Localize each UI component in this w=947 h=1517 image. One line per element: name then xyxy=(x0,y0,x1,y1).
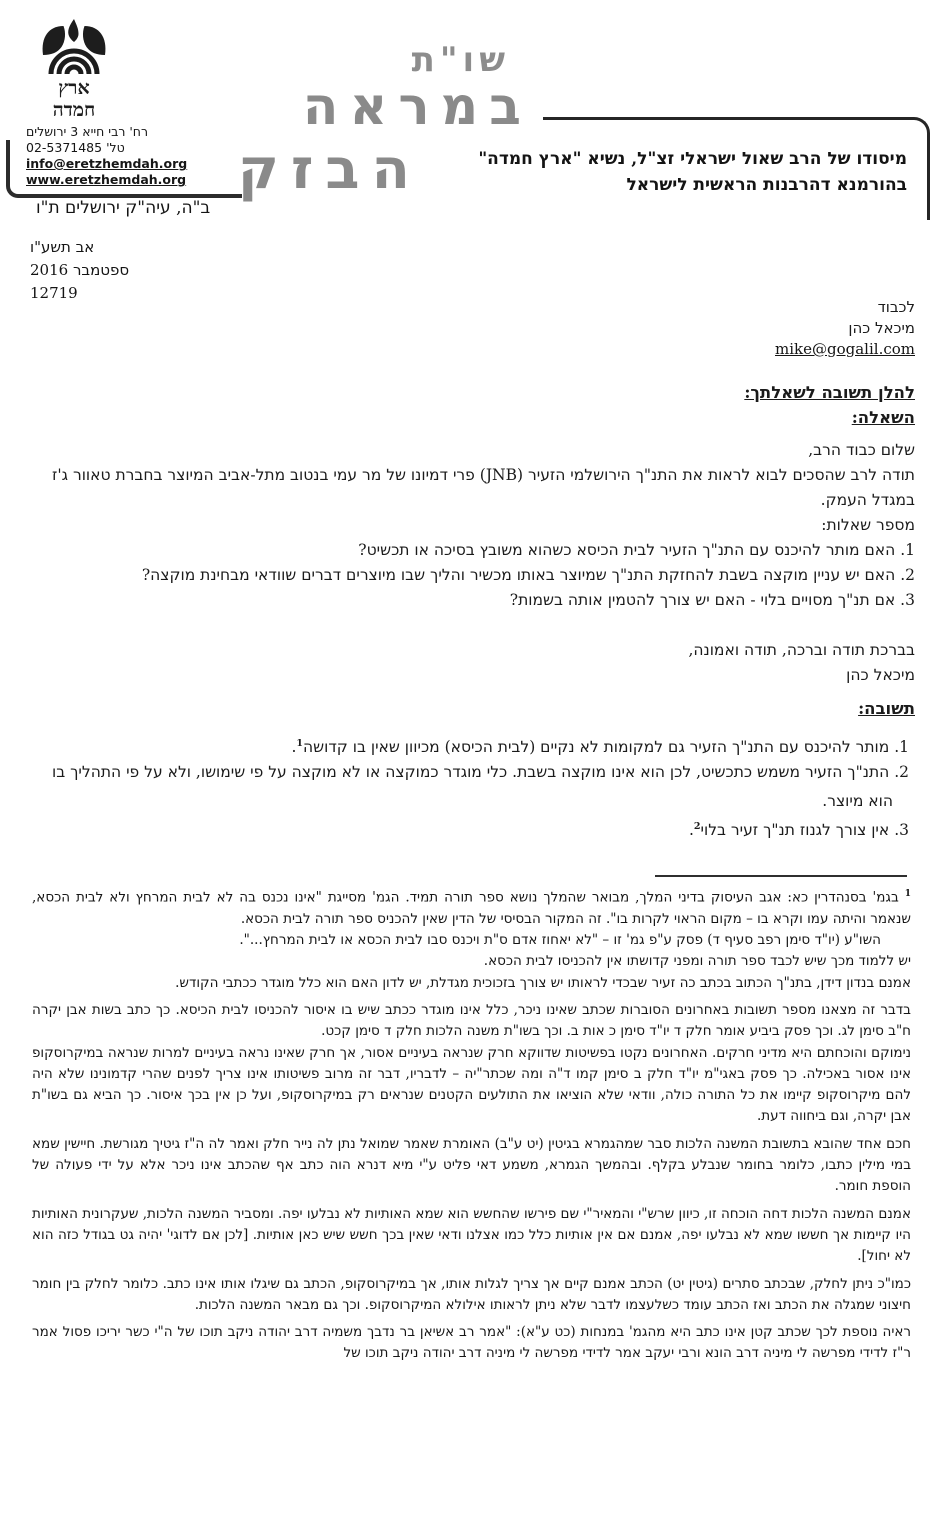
gregorian-date: ספטמבר 2016 xyxy=(30,261,130,279)
footnote-paragraph xyxy=(32,1204,911,1268)
answer-item xyxy=(32,760,909,814)
phone-line: טל' 02-5371485 xyxy=(26,140,125,155)
question-section xyxy=(32,438,915,688)
letter-headings xyxy=(744,380,915,430)
recipient-salutation: לכבוד xyxy=(877,298,915,316)
hebrew-date: אב תשע"ו xyxy=(30,238,95,256)
institute-subtitle xyxy=(437,146,907,198)
footnote-text: אמנם המשנה הלכות דחה הוכחה זו, כיוון שרש"י והמאיר"י שם פירשו שהחשש הוא שמא האותיות לא נבלעו יפה. ומסביר המשנה הלכות, שעקרונית האותיות היו קיימות אך חששו שמא לא נבלעו יפה, אמנם אם אין אותיות כלל כמו אצלנו ודאי שאין בכך חשש שיש כאן אותיות. [לכן אם לדוגי' יהיה גט בגודל כזה הוא לא יחול]. xyxy=(32,1205,911,1265)
subtitle-founder-line: מיסודו של הרב שאול ישראלי זצ"ל, נשיא "ארץ חמדה" xyxy=(478,149,907,169)
subtitle-authority-line: בהורמנא דהרבנות הראשית לישראל xyxy=(626,175,907,195)
title-shut: שו"ת xyxy=(411,40,510,80)
answer-item-suffix: . xyxy=(291,738,297,757)
footnote-separator-line xyxy=(655,875,907,877)
question-greeting: שלום כבוד הרב, xyxy=(808,441,915,459)
answer-item xyxy=(32,814,909,843)
footnote-ref-2: 2 xyxy=(693,821,701,833)
question-body: תודה לרב שהסכים לבוא לראות את התנ"ך הירושלמי הזעיר (JNB) פרי דמיונו של מר עמי בנטוב מתל-אביב המיוצר בחברת טאוור ג'ז במגדל העמק. xyxy=(52,466,915,509)
footnote-text: אמנם בנדון דידן, בתנ"ך הכתוב בכתב כה זעיר שבכדי לראותו יש צורך בזכוכית מגדלת, יש לדון האם הוא כלל מוגדר ככתבי הקודש. xyxy=(175,974,911,991)
email-link[interactable]: info@eretzhemdah.org xyxy=(26,156,188,171)
footnotes-section xyxy=(32,884,911,1365)
answer-item xyxy=(32,731,909,760)
footnote-paragraph xyxy=(32,951,911,972)
address-line: רח' רבי חייא 3 ירושלים xyxy=(26,124,149,139)
footnote-paragraph xyxy=(32,1043,911,1128)
footnote-paragraph xyxy=(32,1134,911,1198)
reference-number: 12719 xyxy=(30,284,78,302)
footnote-paragraph xyxy=(32,1000,911,1043)
question-item: 2. האם יש עניין מוקצה בשבת להחזקת התנ"ך שמיוצר באותו מכשיר והליך שבו מיוצרים דברים שוודאי מבחינת מוקצה? xyxy=(141,566,915,584)
footnote-paragraph xyxy=(32,1322,911,1365)
question-signature: מיכאל כהן xyxy=(846,666,915,684)
title-habazak: הבזק xyxy=(237,136,422,202)
city-blessing-line: ב"ה, עיה"ק ירושלים ת"ו xyxy=(36,198,211,218)
title-bemareh: במראה xyxy=(302,76,532,137)
answer-heading: תשובה: xyxy=(858,699,915,718)
question-heading: השאלה: xyxy=(851,408,915,427)
recipient-email-link[interactable]: mike@gogalil.com xyxy=(775,340,915,358)
eretz-hemdah-logo xyxy=(28,18,120,122)
logo-word-top: ארץ xyxy=(58,77,90,99)
logo-word-bottom: חמדה xyxy=(52,99,96,121)
footnote-text: השו"ע (יו"ד סימן רפב סעיף ד) פסק ע"פ גמ' זו – "לא יאחוז אדם ס"ת ויכנס סבו לבית הכסא או לבית המרחץ...". xyxy=(239,932,881,949)
menorah-flame-icon xyxy=(28,18,120,122)
footnote-paragraph xyxy=(32,930,911,951)
recipient-name: מיכאל כהן xyxy=(848,319,915,337)
footnote-text: יש ללמוד מכך שיש לכבד ספר תורה ומפני קדושתו אין להכניסו לבית הכסא. xyxy=(483,953,911,970)
footnote-text: נימוקם והוכחתם היא מדיני חרקים. האחרונים נקטו בפשיטות שדווקא חרק שנראה בעיניים אסור, אך חרק שאינו נראה בעיניים למרות שנראה במיקרוסקופ אינו אסור באכילה. כך פסק באגי"מ יו"ד חלק ב סימן קמו ד"ה ומה שכתר"יה – לדבריו, דבר זה מרוב פשיטותו אינו צריך לפנים שהרי קדמונינו שלא היה להם מיקרוסקופ קיימו את כל התורה כולה, וודאי שלא הוציאו את התולעים הקטנים שנראים רק במיקרוסקופ, ועל כן אין בכך איסור. כך הביא גם בשו"ת אבן יקרה, וגם ביחווה דעת. xyxy=(32,1044,911,1125)
footnote-marker-1: 1 xyxy=(904,889,912,899)
footnote-paragraph xyxy=(32,973,911,994)
answer-item-text: 3. אין צורך לגנוז תנ"ך זעיר בלוי xyxy=(700,821,909,840)
question-item: 1. האם מותר להיכנס עם התנ"ך הזעיר לבית הכיסא כשהוא משובץ בסיכה או תכשיט? xyxy=(358,541,915,559)
answer-item-text: 2. התנ"ך הזעיר משמש כתכשיט, לכן הוא אינו מוקצה בשבת. כלי מוגדר כמוקצה או לא מוקצה על פי שימושו, ולא על פי התהליך בו הוא מיוצר. xyxy=(52,763,909,811)
reply-intro-heading: להלן תשובה לשאלתך: xyxy=(744,383,915,402)
answer-item-suffix: . xyxy=(688,821,694,840)
footnote-text: חכם אחד שהובא בתשובת המשנה הלכות סבר שמהגמרא בגיטין (יט ע"ב) האומרת שאמר שמואל נתן לה נייר חלק ואמר לה ה"ז גיטיך מגורשת. חיישין שמא במי מילין כתבו, כלומר בחומר שנבלע בקלף. ובהמשך הגמרא, משמע דאי פליט ע"י מיא דנרא הוה כתב אף שהכתב אינו ניכר אלא על ידי פעולה של הוספת חומר. xyxy=(32,1135,911,1195)
question-item: 3. אם תנ"ך מסויים בלוי - האם יש צורך להטמין אותה בשמות? xyxy=(509,591,915,609)
answer-section xyxy=(32,696,915,843)
footnote-text: בגמ' בסנהדרין כא: אגב העיסוק בדיני המלך, מבואר שהמלך נושא ספר תורה תמיד. הגמ' מסייגת "אינו נכנס בה לא לבית המרחץ ולא לבית הכסא, שנאמר והיתה עמו וקרא בו – מקום הראוי לקרות בו". זה המקור הבסיסי של הדין שאין להכניס ספר תורה לבית הכסא. xyxy=(32,889,911,927)
footnote-ref-1: 1 xyxy=(296,738,304,749)
website-link[interactable]: www.eretzhemdah.org xyxy=(26,172,187,187)
footnote-paragraph xyxy=(32,1274,911,1317)
question-closing: בברכת תודה וברכה, תודה ואמונה, xyxy=(688,641,915,659)
date-block xyxy=(30,236,129,305)
footnote-text: ראיה נוספת לכך שכתב קטן אינו כתב היא מהגמ' במנחות (כט ע"א): "אמר רב אשיאן בר נדבך משמיה דרב יהודה ניקב תוכו של ה"י כשר יריכו פסול אמר ר"ז לדידי מפרשה לי מיניה דרב הונא ורבי יעקב אמר לדידי מפרשה לי מיניה דרב יהודה ניקב תוכו של xyxy=(32,1324,911,1362)
contact-block xyxy=(26,124,246,188)
recipient-block xyxy=(775,297,915,360)
footnote-paragraph xyxy=(32,884,911,930)
footnote-text: כמו"כ ניתן לחלק, שבכתב סתרים (גיטין יט) הכתב אמנם קיים אך צריך לגלות אותו, אך במיקרוסקופ, הכתב גם שיגלו אותו אינו כתב. כלומר לחלק בין חומר חיצוני שמגלה את הכתב ואז הכתב עומד כשלעצמו לדבר שלא ניתן לראותו אילולא המיקרוסקופ. וכך גם מבאר המשנה הלכות. xyxy=(32,1275,911,1313)
footnote-text: בדבר זה מצאנו מספר תשובות באחרונים הסוברות שכתב שאינו ניכר, כלל אינו מוגדר ככתב שיש בו איסור להכניסו לבית הכיסא. כך כתב בשות אבן יקרה ח"ב סימן לג. וכך פסק ביביע אומר חלק ד יו"ד סימן כ אות ב. וכך בשו"ת משנה הלכות חלק ד סימן קכט. xyxy=(32,1001,911,1040)
answer-item-text: 1. מותר להיכנס עם התנ"ך הזעיר גם למקומות לא נקיים (לבית הכיסא) מכיוון שאין בו קדושה xyxy=(303,738,909,757)
question-list-intro: מספר שאלות: xyxy=(821,516,915,534)
